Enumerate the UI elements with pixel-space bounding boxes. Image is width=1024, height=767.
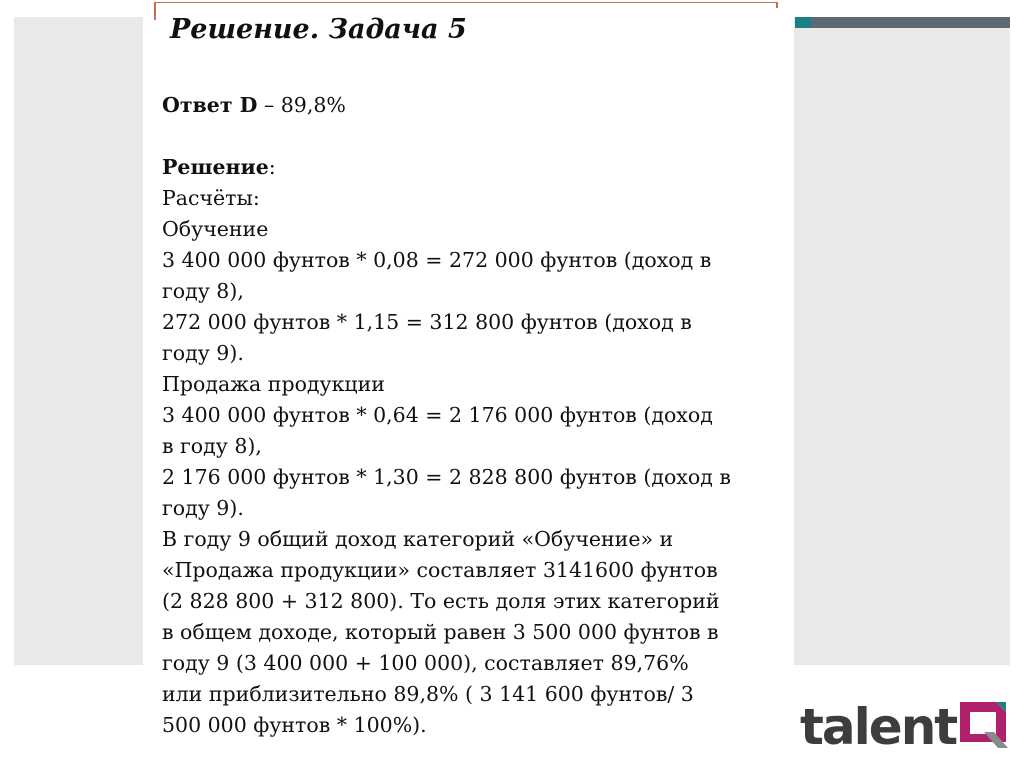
slate-header-bar: [811, 17, 1010, 28]
logo-q-icon: [956, 698, 1010, 752]
spacer: [162, 121, 787, 152]
solution-heading: Решение: [162, 155, 269, 179]
solution-heading-line: [162, 152, 787, 183]
answer-label: Ответ D: [162, 93, 258, 117]
text-line: Обучение: [162, 217, 269, 241]
slide-title: Решение. Задача 5: [170, 14, 467, 45]
solution-heading-colon: :: [268, 155, 276, 179]
text-line: «Продажа продукции» составляет 3141600 фунтов: [162, 558, 718, 582]
text-line: 272 000 фунтов * 1,15 = 312 800 фунтов (доход в: [162, 310, 692, 334]
text-line: году 9).: [162, 496, 244, 520]
top-rule: [156, 2, 778, 3]
text-line: Продажа продукции: [162, 372, 385, 396]
top-rule-right-tick: [776, 2, 778, 8]
text-line: Расчёты:: [162, 186, 260, 210]
text-line: В году 9 общий доход категорий «Обучение» и: [162, 527, 674, 551]
text-line: году 9 (3 400 000 + 100 000), составляет 89,76%: [162, 651, 689, 675]
text-line: 3 400 000 фунтов * 0,08 = 272 000 фунтов (доход в: [162, 248, 712, 272]
text-line: году 9).: [162, 341, 244, 365]
text-line: в году 8),: [162, 434, 262, 458]
top-rule-left-tick: [154, 2, 156, 20]
teal-accent-block: [795, 17, 811, 28]
answer-value: – 89,8%: [257, 93, 346, 117]
text-line: 3 400 000 фунтов * 0,64 = 2 176 000 фунтов (доход: [162, 403, 713, 427]
logo-wordmark: talent: [800, 698, 957, 756]
solution-text: [162, 90, 787, 741]
answer-line: [162, 90, 787, 121]
text-line: (2 828 800 + 312 800). То есть доля этих категорий: [162, 589, 720, 613]
left-header-bar: [14, 17, 142, 28]
text-line: в общем доходе, который равен 3 500 000 фунтов в: [162, 620, 719, 644]
text-line: году 8),: [162, 279, 244, 303]
text-line: 500 000 фунтов * 100%).: [162, 713, 427, 737]
text-line: или приблизительно 89,8% ( 3 141 600 фунтов/ 3: [162, 682, 694, 706]
talentq-logo: [800, 698, 1012, 756]
text-line: 2 176 000 фунтов * 1,30 = 2 828 800 фунтов (доход в: [162, 465, 731, 489]
